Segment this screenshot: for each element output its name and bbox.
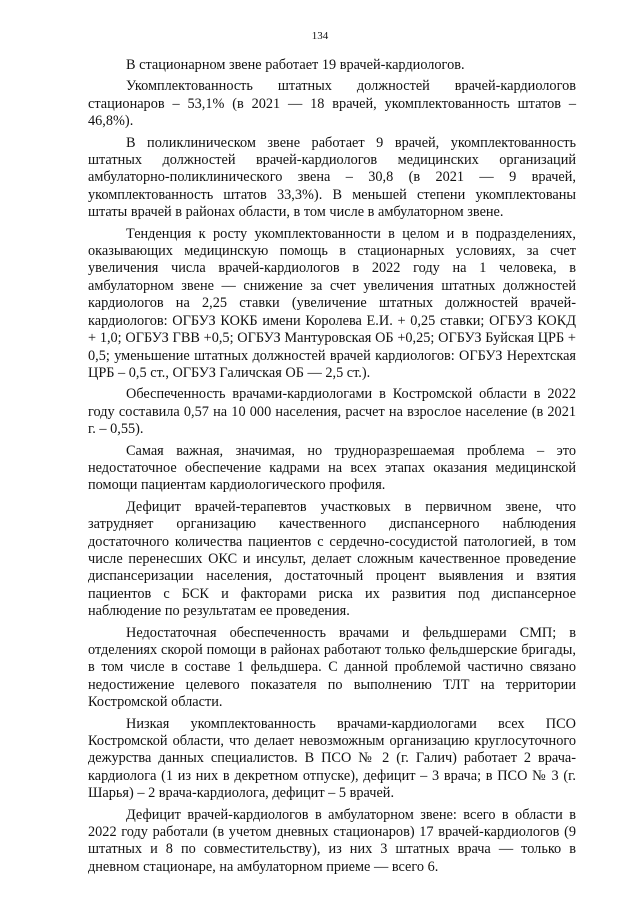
body-text (88, 57, 576, 880)
paragraph: В поликлиническом звене работает 9 врачей, укомплектованность штатных должностей врачей-кардиологов медицинских организаций амбулаторно-поликлинического звена – 30,8 (в 2021 — 9 врачей, укомплектованность штатов 33,3%). В меньшей степени укомплектованы штаты врачей в районах области, в том числе в амбулаторном звене. (88, 134, 576, 221)
paragraph: Укомплектованность штатных должностей врачей-кардиологов стационаров – 53,1% (в 2021 — 18 врачей, укомплектованность штатов – 46,8%). (88, 78, 576, 130)
page-number: 134 (311, 30, 329, 42)
paragraph: Тенденция к росту укомплектованности в целом и в подразделениях, оказывающих медицинскую помощь в стационарных условиях, за счет увеличения числа врачей-кардиологов в 2022 году на 1 человека, в амбулаторном звене — снижение за счет увеличения штатных должностей кардиологов на 2,25 ставки (увеличение штатных должностей врачей-кардиологов: ОГБУЗ КОКБ имени Королева Е.И. + 0,25 ставки; ОГБУЗ КОКД + 1,0; ОГБУЗ ГВВ +0,5; ОГБУЗ Мантуровская ОБ +0,25; ОГБУЗ Буйская ЦРБ + 0,5; уменьшение штатных должностей врачей кардиологов: ОГБУЗ Нерехтская ЦРБ – 0,5 ст., ОГБУЗ Галичская ОБ — 2,5 ст.). (88, 225, 576, 381)
paragraph: Дефицит врачей-терапевтов участковых в первичном звене, что затрудняет организацию качественного диспансерного наблюдения достаточного количества пациентов с сердечно-сосудистой патологией, в том числе перенесших ОКС и инсульт, делает сложным качественное проведение диспансеризации населения, достаточный процент выявления и взятия пациентов с БСК и факторами риска их развития под диспансерное наблюдение по результатам ее проведения. (88, 498, 576, 620)
paragraph: Обеспеченность врачами-кардиологами в Костромской области в 2022 году составила 0,57 на 10 000 населения, расчет на взрослое население (в 2021 г. – 0,55). (88, 386, 576, 438)
paragraph: Дефицит врачей-кардиологов в амбулаторном звене: всего в области в 2022 году работали (в учетом дневных стационаров) 17 врачей-кардиологов (9 штатных и 8 по совместительству), из них 3 штатных врача — только в дневном стационаре, на амбулаторном приеме — всего 6. (88, 806, 576, 875)
paragraph: Низкая укомплектованность врачами-кардиологами всех ПСО Костромской области, что делает невозможным организацию круглосуточного дежурства данных специалистов. В ПСО № 2 (г. Галич) работает 2 врача-кардиолога (1 из них в декретном отпуске), дефицит – 3 врача; в ПСО № 3 (г. Шарья) – 2 врача-кардиолога, дефицит – 5 врачей. (88, 715, 576, 802)
paragraph: Самая важная, значимая, но трудноразрешаемая проблема – это недостаточное обеспечение кадрами на всех этапах оказания медицинской помощи пациентам кардиологического профиля. (88, 442, 576, 494)
paragraph: В стационарном звене работает 19 врачей-кардиологов. (126, 57, 465, 73)
paragraph: Недостаточная обеспеченность врачами и фельдшерами СМП; в отделениях скорой помощи в районах работают только фельдшерские бригады, в том числе в составе 1 фельдшера. С данной проблемой частично связано недостижение целевого показателя по выполнению ТЛТ на территории Костромской области. (88, 624, 576, 711)
